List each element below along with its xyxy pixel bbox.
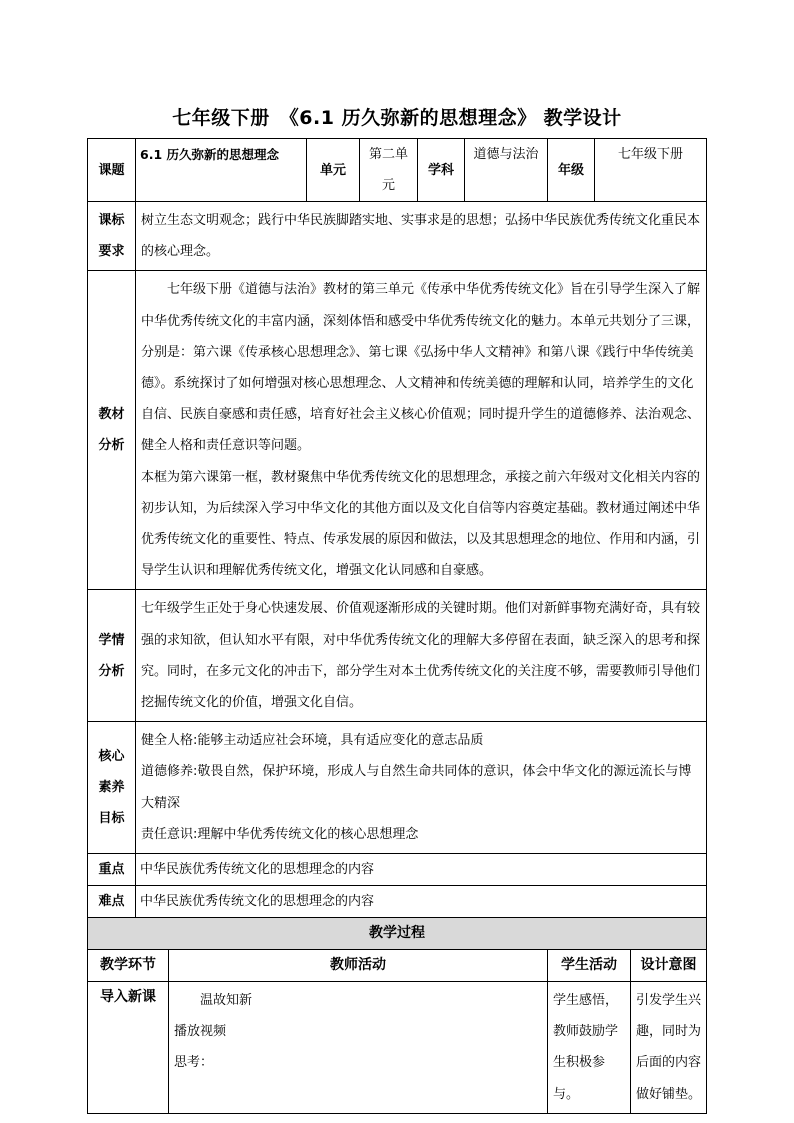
learners-label-line2: 分析 [98, 663, 125, 679]
standards-row [88, 202, 707, 271]
learners-label-line1: 学情 [98, 632, 125, 648]
standards-label [88, 202, 136, 271]
core-row [88, 722, 707, 854]
unit-value: 第二单元 [360, 139, 418, 202]
process-columns-row [88, 950, 707, 982]
textbook-label-line1: 教材 [98, 407, 125, 423]
learners-text: 七年级学生正处于身心快速发展、价值观逐渐形成的关键时期。他们对新鲜事物充满好奇，具有较强的求知欲，但认知水平有限，对中华优秀传统文化的理解大多停留在表面，缺乏深入的思考和探究。同时，在多元文化的冲击下，部分学生对本土优秀传统文化的关注度不够，需要教师引导他们挖掘传统文化的价值，增强文化自信。 [136, 590, 707, 722]
core-label-line1: 核心 [98, 749, 125, 765]
key-point-text: 中华民族优秀传统文化的思想理念的内容 [136, 854, 707, 886]
textbook-label [88, 271, 136, 590]
core-item-2: 道德修养:敬畏自然，保护环境，形成人与自然生命共同体的意识，体会中华文化的源远流长与博大精深 [141, 764, 692, 811]
col-teacher-header: 教师活动 [169, 950, 548, 982]
core-label [88, 722, 136, 854]
core-item-1: 健全人格:能够主动适应社会环境，具有适应变化的意志品质 [141, 733, 484, 749]
lesson-plan-table [87, 138, 707, 1114]
learners-row [88, 590, 707, 722]
core-label-line3: 目标 [98, 811, 125, 827]
core-text [136, 722, 707, 854]
col-stage-header: 教学环节 [88, 950, 169, 982]
key-point-row [88, 854, 707, 886]
info-row [88, 139, 707, 202]
teacher-line-3: 思考： [174, 1055, 214, 1071]
process-header: 教学过程 [88, 918, 707, 950]
col-student-header: 学生活动 [548, 950, 631, 982]
topic-label: 课题 [88, 139, 136, 202]
document-title: 七年级下册 《6.1 历久弥新的思想理念》 教学设计 [172, 107, 622, 129]
grade-label: 年级 [548, 139, 595, 202]
textbook-text [136, 271, 707, 590]
teacher-activity-intro [169, 982, 548, 1114]
standards-text: 树立生态文明观念；践行中华民族脚踏实地、实事求是的思想；弘扬中华民族优秀传统文化重民本的核心理念。 [136, 202, 707, 271]
core-label-line2: 素养 [98, 780, 125, 796]
difficulty-text: 中华民族优秀传统文化的思想理念的内容 [136, 886, 707, 918]
topic-value: 6.1 历久弥新的思想理念 [136, 139, 307, 202]
subject-label: 学科 [418, 139, 465, 202]
unit-label: 单元 [307, 139, 360, 202]
textbook-row [88, 271, 707, 590]
process-header-row [88, 918, 707, 950]
col-intent-header: 设计意图 [631, 950, 707, 982]
textbook-paragraph-2: 本框为第六课第一框，教材聚焦中华优秀传统文化的思想理念，承接之前六年级对文化相关内容的初步认知，为后续深入学习中华文化的其他方面以及文化自信等内容奠定基础。教材通过阐述中华优秀传统文化的重要性、特点、传承发展的原因和做法，以及其思想理念的地位、作用和内涵，引导学生认识和理解优秀传统文化，增强文化认同感和自豪感。 [141, 469, 701, 579]
key-point-label: 重点 [88, 854, 136, 886]
core-item-3: 责任意识:理解中华优秀传统文化的核心思想理念 [141, 826, 419, 842]
stage-intro: 导入新课 [88, 982, 169, 1114]
teacher-line-1: 温故知新 [200, 993, 253, 1009]
textbook-paragraph-1: 七年级下册《道德与法治》教材的第三单元《传承中华优秀传统文化》旨在引导学生深入了解中华优秀传统文化的丰富内涵，深刻体悟和感受中华优秀传统文化的魅力。本单元共划分了三课，分别是：第六课《传承核心思想理念》、第七课《弘扬中华人文精神》和第八课《践行中华传统美德》。系统探讨了如何增强对核心思想理念、人文精神和传统美德的理解和认同，培养学生的文化自信、民族自豪感和责任感，培育好社会主义核心价值观；同时提升学生的道德修养、法治观念、健全人格和责任意识等问题。 [141, 282, 701, 454]
textbook-label-line2: 分析 [98, 438, 125, 454]
student-activity-intro: 学生感悟，教师鼓励学生积极参与。 [548, 982, 631, 1114]
process-row-intro [88, 982, 707, 1114]
difficulty-label: 难点 [88, 886, 136, 918]
teacher-line-2: 播放视频 [174, 1024, 227, 1040]
difficulty-row [88, 886, 707, 918]
subject-value: 道德与法治 [465, 139, 548, 202]
grade-value: 七年级下册 [595, 139, 707, 202]
learners-label [88, 590, 136, 722]
standards-label-line1: 课标 [98, 213, 125, 229]
standards-label-line2: 要求 [98, 244, 125, 260]
design-intent-intro: 引发学生兴趣，同时为后面的内容做好铺垫。 [631, 982, 707, 1114]
